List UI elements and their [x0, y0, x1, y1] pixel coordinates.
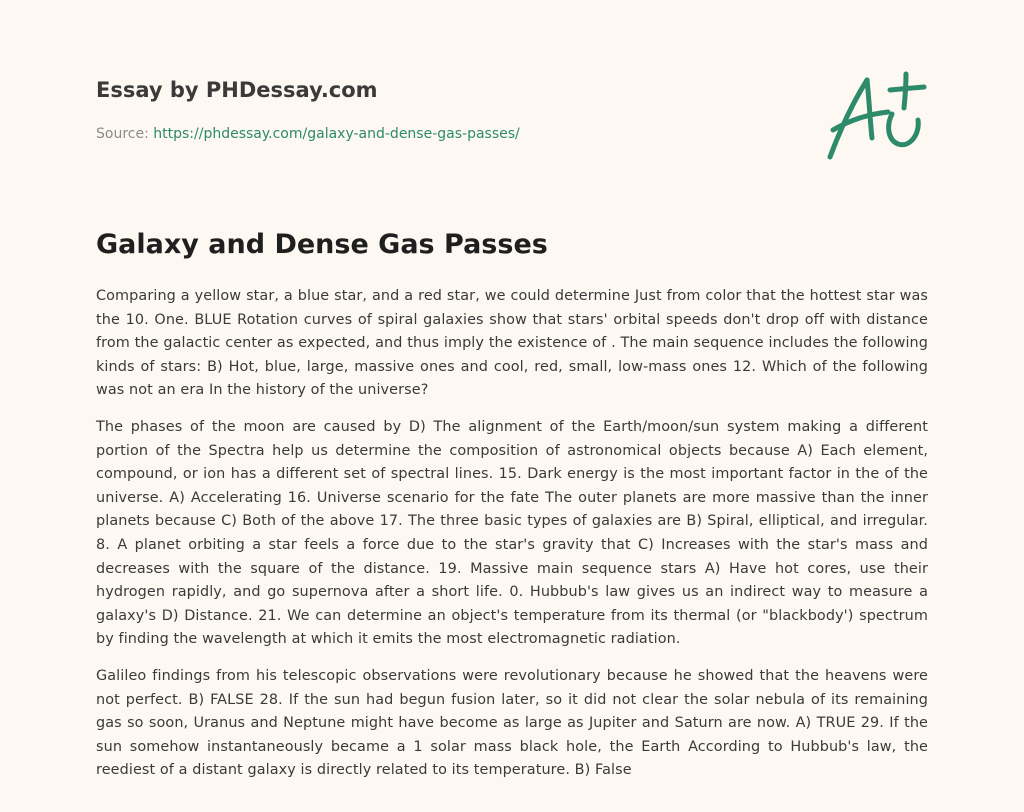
- source-label: Source:: [96, 126, 154, 142]
- essay-paragraph: The phases of the moon are caused by D) The alignment of the Earth/moon/sun system making a different portion of the Spectra help us determine the composition of astronomical objects because A) Each element, compound, or ion has a different set of spectral lines. 15. Dark energy is the most important factor in the of the universe. A) Accelerating 16. Universe scenario for the fate The outer planets are more massive than the inner planets because C) Both of the above 17. The three basic types of galaxies are B) Spiral, elliptical, and irregular. 8. A planet orbiting a star feels a force due to the star's gravity that C) Increases with the star's mass and decreases with the square of the distance. 19. Massive main sequence stars A) Have hot cores, use their hydrogen rapidly, and go supernova after a short life. 0. Hubbub's law gives us an indirect way to measure a galaxy's D) Distance. 21. We can determine an object's temperature from its thermal (or "blackbody') spectrum by finding the wavelength at which it emits the most electromagnetic radiation.: [96, 418, 928, 648]
- essay-paragraph: Comparing a yellow star, a blue star, and a red star, we could determine Just from color that the hottest star was the 10. One. BLUE Rotation curves of spiral galaxies show that stars' orbital speeds don't drop off with distance from the galactic center as expected, and thus imply the existence of . The main sequence includes the following kinds of stars: B) Hot, blue, large, massive ones and cool, red, small, low-mass ones 12. Which of the following was not an era In the history of the universe?: [96, 288, 928, 399]
- a-plus-grade-logo-icon: [822, 68, 928, 164]
- source-line: [96, 124, 736, 144]
- page-header: [96, 76, 736, 144]
- essay-paragraph: Galileo findings from his telescopic observations were revolutionary because he showed that the heavens were not perfect. B) FALSE 28. If the sun had begun fusion later, so it did not clear the solar nebula of its remaining gas so soon, Uranus and Neptune might have become as large as Jupiter and Saturn are now. A) TRUE 29. If the sun somehow instantaneously became a 1 solar mass black hole, the Earth According to Hubbub's law, the reediest of a distant galaxy is directly related to its temperature. B) False: [96, 667, 928, 779]
- source-link[interactable]: https://phdessay.com/galaxy-and-dense-gas-passes/: [153, 126, 520, 142]
- essay-title: Galaxy and Dense Gas Passes: [96, 229, 548, 260]
- essay-body: [96, 285, 928, 796]
- site-title: Essay by PHDessay.com: [96, 78, 378, 102]
